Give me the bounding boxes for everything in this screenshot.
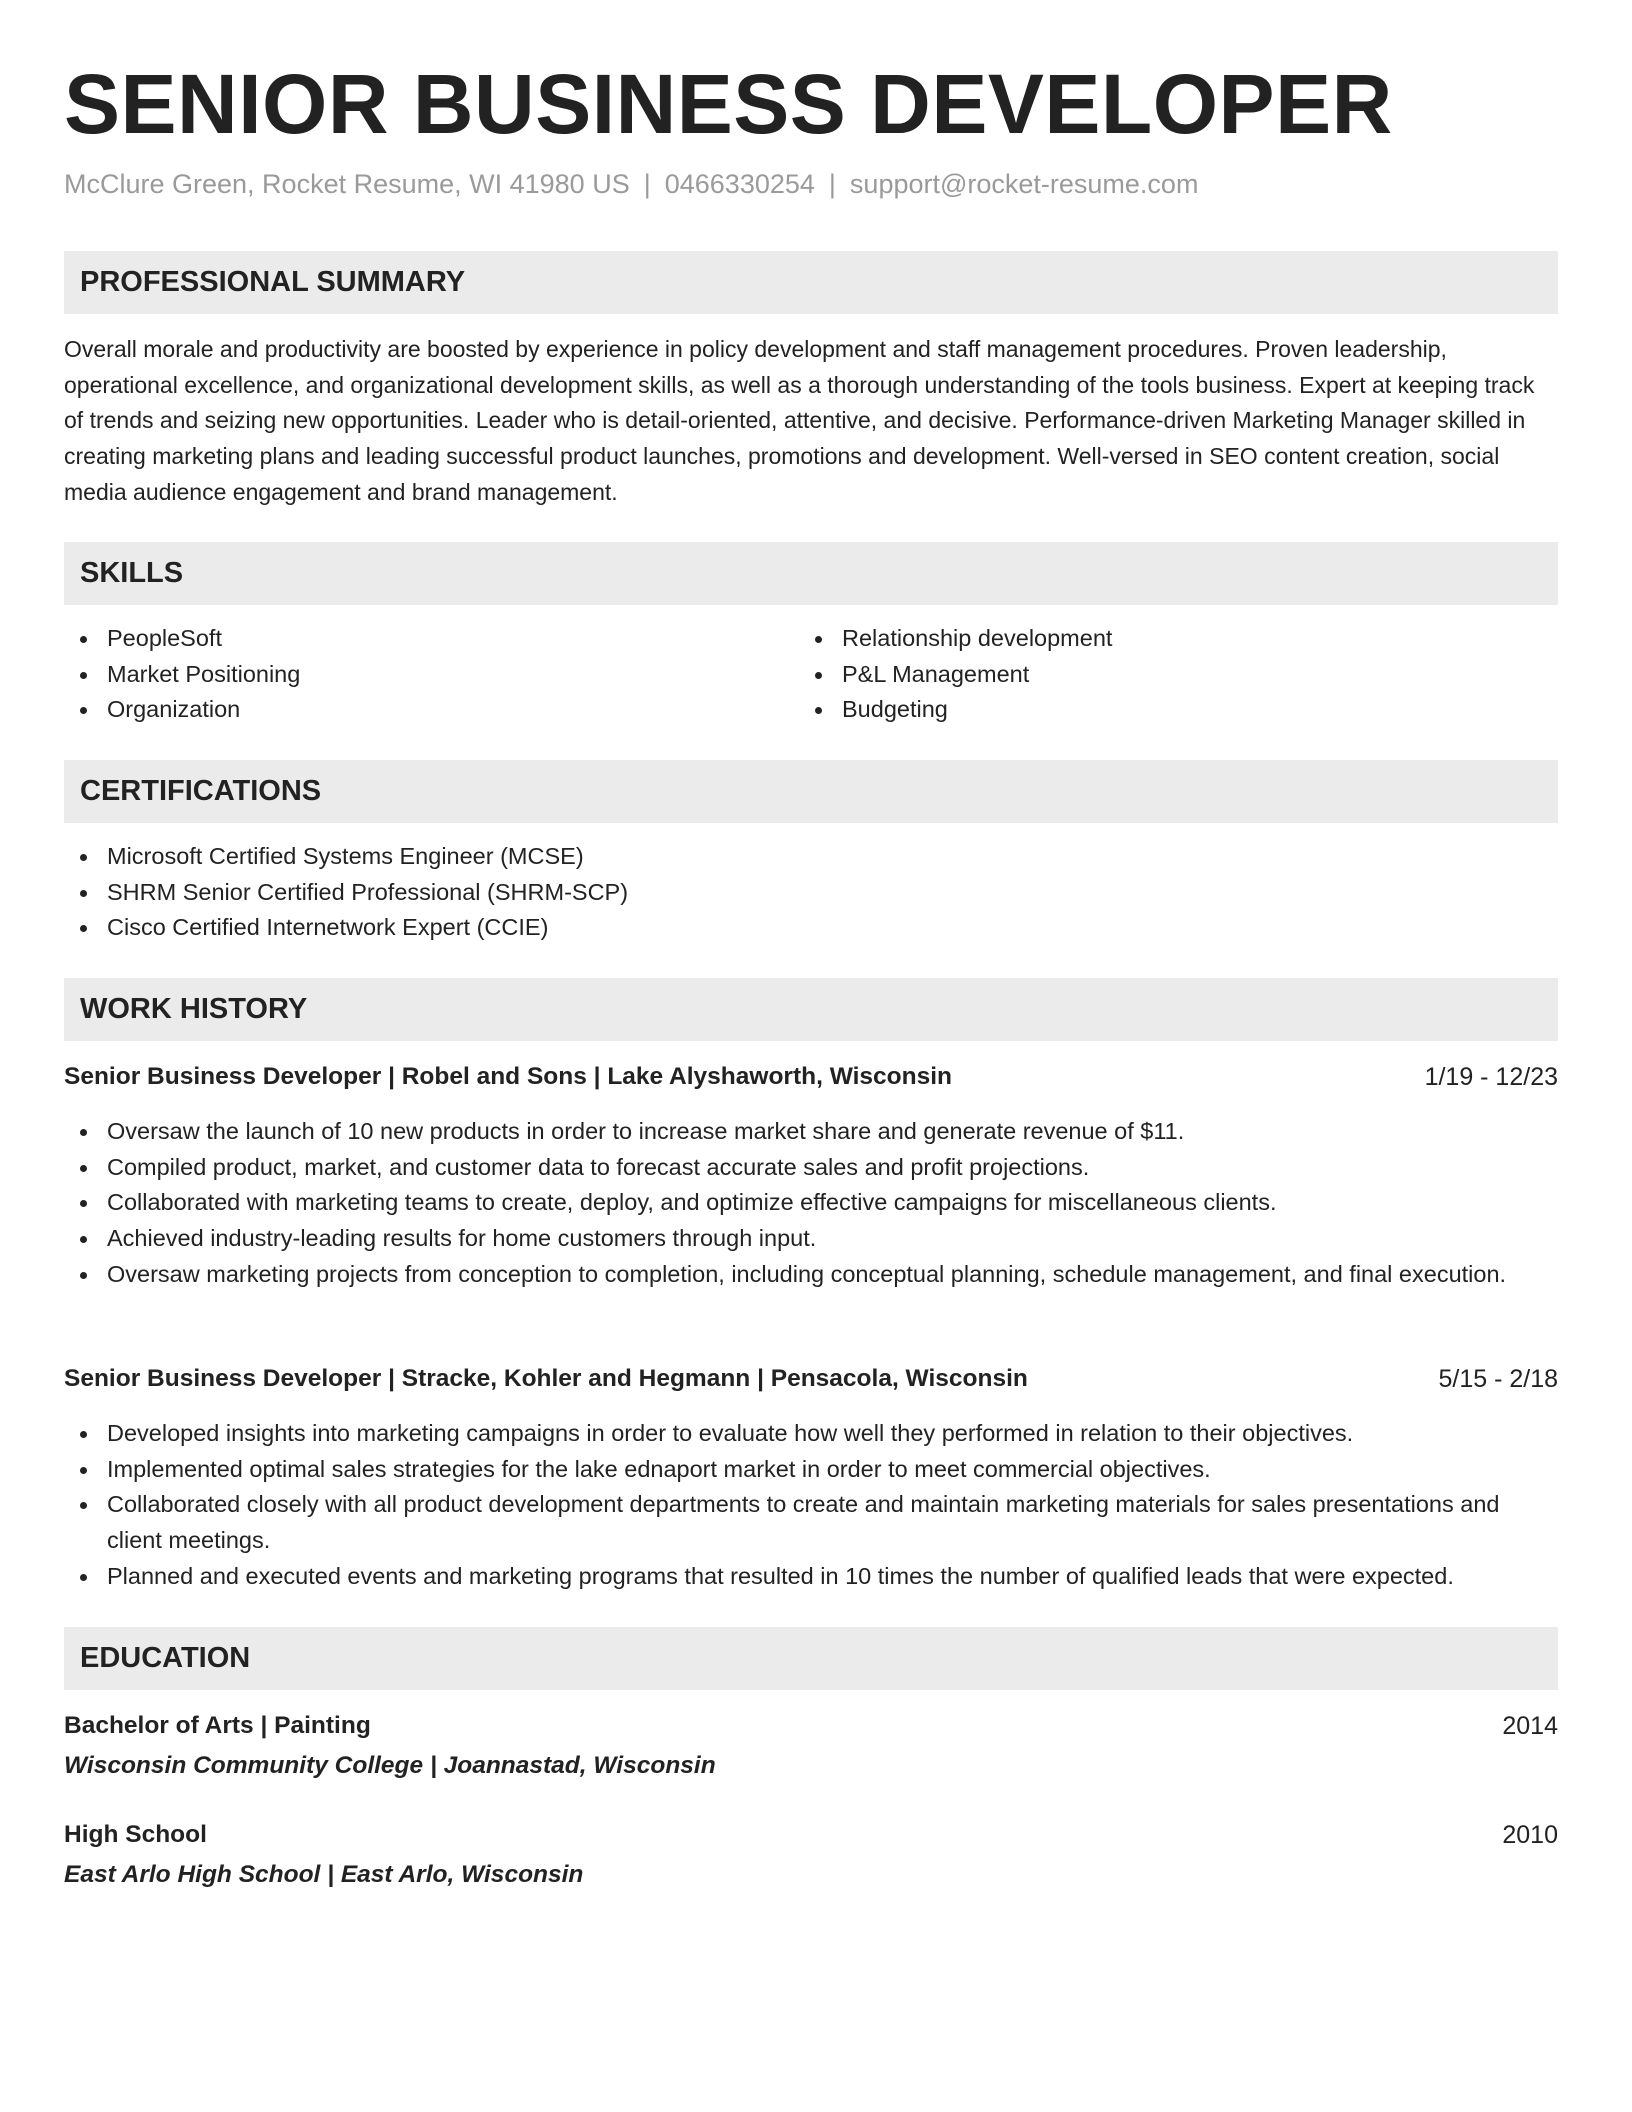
contact-separator: | — [643, 169, 651, 199]
education-year: 2014 — [1502, 1712, 1558, 1740]
skills-list-right — [799, 621, 1558, 728]
education-year: 2010 — [1502, 1821, 1558, 1849]
job-bullet: Oversaw the launch of 10 new products in order to increase market share and generate revenue of $11. — [64, 1114, 1558, 1150]
job-bullet: Developed insights into marketing campaigns in order to evaluate how well they performed in relation to their objectives. — [64, 1416, 1558, 1452]
contact-line — [64, 164, 1198, 204]
education-school: East Arlo High School | East Arlo, Wisconsin — [64, 1861, 584, 1888]
education-heading-line — [64, 1815, 1558, 1855]
education-degree: Bachelor of Arts | Painting — [64, 1712, 371, 1739]
skill-item: P&L Management — [799, 657, 1558, 693]
education-section-title: EDUCATION — [80, 1642, 251, 1674]
education-section-header — [64, 1627, 1558, 1690]
contact-separator: | — [828, 169, 836, 199]
job-title: Senior Business Developer | Robel and Sons | Lake Alyshaworth, Wisconsin — [64, 1063, 952, 1090]
education-heading-line — [64, 1706, 1558, 1746]
job-bullet: Oversaw marketing projects from conception to completion, including conceptual planning, schedule management, and final execution. — [64, 1257, 1558, 1293]
certifications-section-title: CERTIFICATIONS — [80, 775, 322, 807]
resume-name: SENIOR BUSINESS DEVELOPER — [64, 57, 1393, 151]
skill-item: Market Positioning — [64, 657, 794, 693]
skills-section-header — [64, 542, 1558, 605]
summary-section-header — [64, 251, 1558, 314]
job-bullets — [64, 1416, 1558, 1595]
contact-phone: 0466330254 — [664, 169, 815, 199]
job-bullet: Implemented optimal sales strategies for the lake ednaport market in order to meet commercial objectives. — [64, 1452, 1558, 1488]
education-degree: High School — [64, 1821, 207, 1848]
job-bullet: Compiled product, market, and customer data to forecast accurate sales and profit projections. — [64, 1150, 1558, 1186]
certifications-section-header — [64, 760, 1558, 823]
job-bullets — [64, 1114, 1558, 1293]
skills-section-title: SKILLS — [80, 557, 184, 589]
job-bullet: Collaborated closely with all product development departments to create and maintain marketing materials for sales presentations and client meetings. — [64, 1487, 1558, 1558]
skills-list-left — [64, 621, 794, 728]
job-heading-line — [64, 1057, 1558, 1097]
certification-item: Cisco Certified Internetwork Expert (CCIE) — [64, 910, 1558, 946]
job-dates: 5/15 - 2/18 — [1438, 1365, 1558, 1393]
education-school: Wisconsin Community College | Joannastad, Wisconsin — [64, 1752, 716, 1779]
certification-item: SHRM Senior Certified Professional (SHRM-SCP) — [64, 875, 1558, 911]
job-bullet: Planned and executed events and marketing programs that resulted in 10 times the number of qualified leads that were expected. — [64, 1559, 1558, 1595]
work-section-header — [64, 978, 1558, 1041]
skill-item: Budgeting — [799, 692, 1558, 728]
job-bullet: Collaborated with marketing teams to create, deploy, and optimize effective campaigns for miscellaneous clients. — [64, 1185, 1558, 1221]
job-bullet: Achieved industry-leading results for home customers through input. — [64, 1221, 1558, 1257]
job-dates: 1/19 - 12/23 — [1424, 1063, 1558, 1091]
job-heading-line — [64, 1359, 1558, 1399]
certification-item: Microsoft Certified Systems Engineer (MCSE) — [64, 839, 1558, 875]
summary-text: Overall morale and productivity are boosted by experience in policy development and staff management procedures. Proven leadership, operational excellence, and organizational development skills, as well as a thorough understanding of the tools business. Expert at keeping track of trends and seizing new opportunities. Leader who is detail-oriented, attentive, and decisive. Performance-driven Marketing Manager skilled in creating marketing plans and leading successful product launches, promotions and development. Well-versed in SEO content creation, social media audience engagement and brand management. — [64, 336, 1535, 505]
contact-address: McClure Green, Rocket Resume, WI 41980 US — [64, 169, 630, 199]
summary-section-title: PROFESSIONAL SUMMARY — [80, 266, 466, 298]
skill-item: PeopleSoft — [64, 621, 794, 657]
skill-item: Relationship development — [799, 621, 1558, 657]
job-title: Senior Business Developer | Stracke, Kohler and Hegmann | Pensacola, Wisconsin — [64, 1365, 1028, 1392]
certifications-list — [64, 839, 1558, 946]
work-section-title: WORK HISTORY — [80, 993, 308, 1025]
contact-email: support@rocket-resume.com — [849, 169, 1199, 199]
skill-item: Organization — [64, 692, 794, 728]
